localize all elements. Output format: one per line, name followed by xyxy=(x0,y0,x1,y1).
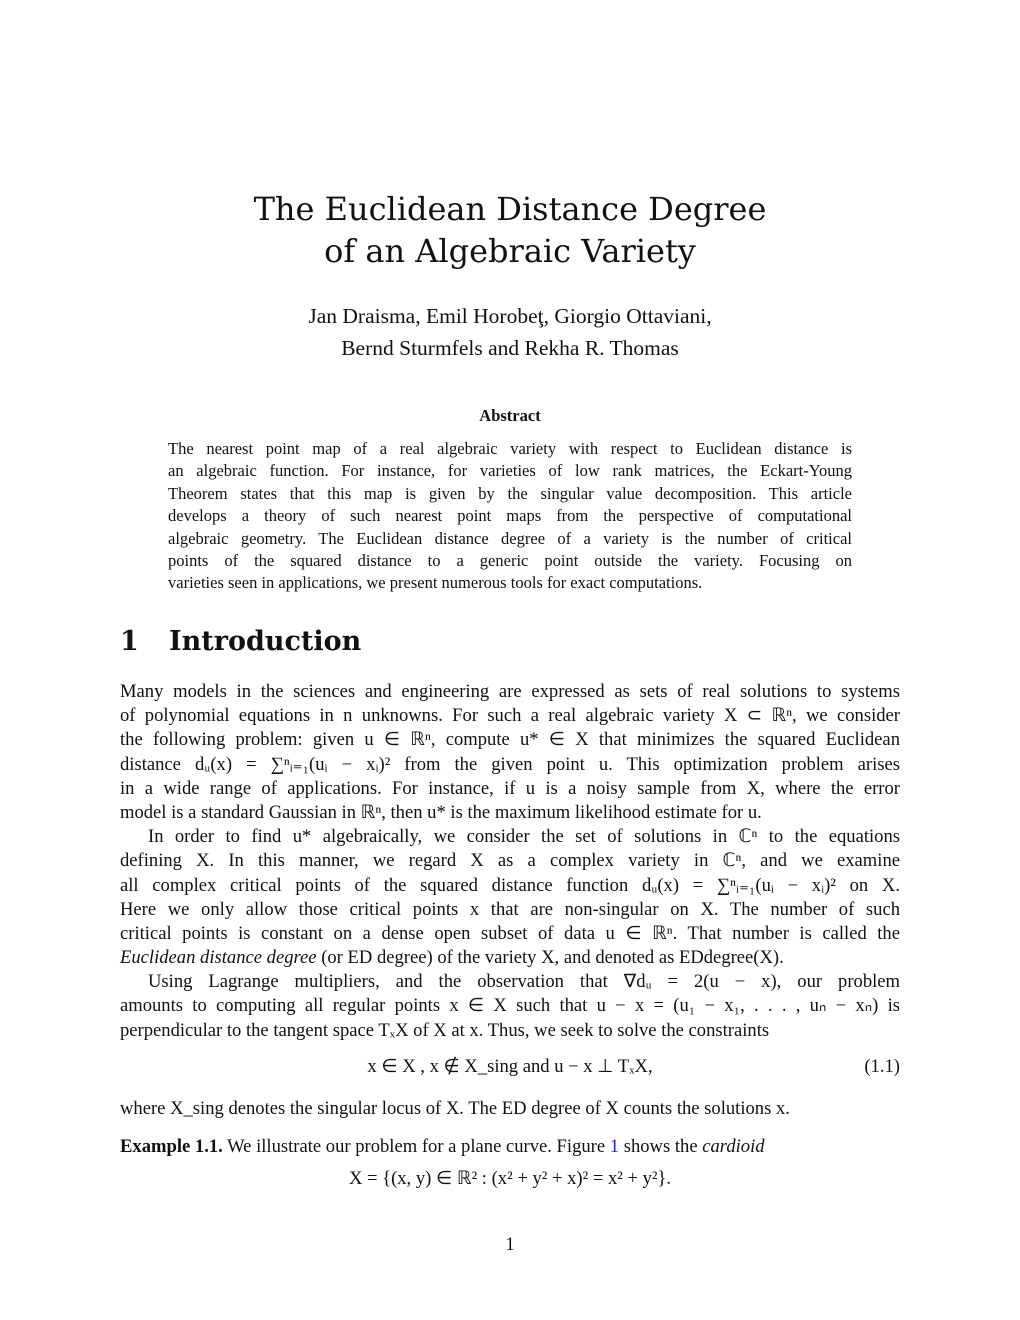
body-line: in a wide range of applications. For instance, if u is a noisy sample from X, where the error xyxy=(120,777,900,799)
section-body xyxy=(120,680,900,1203)
cardioid-equation: X = {(x, y) ∈ ℝ² : (x² + y² + x)² = x² + y²}. xyxy=(348,1168,672,1190)
body-line: Many models in the sciences and engineering are expressed as sets of real solutions to systems xyxy=(120,681,900,702)
body-line: Using Lagrange multipliers, and the observation that ∇dᵤ = 2(u − x), our problem xyxy=(148,971,900,993)
body-line: In order to find u* algebraically, we consider the set of solutions in ℂⁿ to the equations xyxy=(148,826,900,848)
equation-body: x ∈ X , x ∉ X_sing and u − x ⊥ TₓX, xyxy=(367,1055,653,1077)
display-equation xyxy=(120,1159,900,1203)
body-line: model is a standard Gaussian in ℝⁿ, then u* is the maximum likelihood estimate for u. xyxy=(120,801,762,823)
title-line-1: The Euclidean Distance Degree xyxy=(253,190,767,228)
paper-title xyxy=(0,188,1020,272)
body-line: of polynomial equations in n unknowns. For such a real algebraic variety X ⊂ ℝⁿ, we consider xyxy=(120,705,900,727)
body-line xyxy=(120,946,900,970)
body-line: where X_sing denotes the singular locus of X. The ED degree of X counts the solutions x. xyxy=(120,1097,790,1119)
cardioid-term: cardioid xyxy=(702,1136,765,1157)
abstract-line: algebraic geometry. The Euclidean distance degree of a variety is the number of critical xyxy=(168,528,852,548)
abstract-line: points of the squared distance to a generic point outside the variety. Focusing on xyxy=(168,551,852,571)
abstract-line: an algebraic function. For instance, for varieties of low rank matrices, the Eckart-Young xyxy=(168,461,852,481)
author-list xyxy=(0,300,1020,364)
ed-degree-term: Euclidean distance degree xyxy=(120,947,317,969)
section-title: Introduction xyxy=(169,626,362,657)
equation-number: (1.1) xyxy=(864,1055,900,1077)
body-text: We illustrate our problem for a plane curve. Figure xyxy=(222,1136,610,1157)
title-line-2: of an Algebraic Variety xyxy=(324,232,696,270)
authors-line-2: Bernd Sturmfels and Rekha R. Thomas xyxy=(341,336,679,360)
authors-line-1: Jan Draisma, Emil Horobeţ, Giorgio Ottaviani, xyxy=(308,304,712,328)
abstract-heading: Abstract xyxy=(479,406,541,425)
abstract-line: develops a theory of such nearest point maps from the perspective of computational xyxy=(168,506,852,526)
body-line: amounts to computing all regular points x ∈ X such that u − x = (u₁ − x₁, . . . , uₙ − xₙ) is xyxy=(120,995,900,1017)
abstract-body xyxy=(168,438,852,595)
body-line: distance dᵤ(x) = ∑ⁿᵢ₌₁(uᵢ − xᵢ)² from the given point u. This optimization problem arises xyxy=(120,753,900,775)
body-line: Here we only allow those critical points x that are non-singular on X. The number of such xyxy=(120,898,900,920)
example-line xyxy=(120,1135,900,1159)
body-line: critical points is constant on a dense open subset of data u ∈ ℝⁿ. That number is called the xyxy=(120,922,900,944)
body-line: defining X. In this manner, we regard X as a complex variety in ℂⁿ, and we examine xyxy=(120,850,900,872)
body-line: perpendicular to the tangent space TₓX of X at x. Thus, we seek to solve the constraints xyxy=(120,1019,770,1041)
abstract-line: Theorem states that this map is given by the singular value decomposition. This article xyxy=(168,483,852,503)
display-equation xyxy=(120,1043,900,1091)
figure-reference-link[interactable]: 1 xyxy=(609,1136,620,1157)
section-number: 1 xyxy=(120,626,139,657)
body-line: the following problem: given u ∈ ℝⁿ, compute u* ∈ X that minimizes the squared Euclidean xyxy=(120,729,900,751)
abstract-line: The nearest point map of a real algebraic variety with respect to Euclidean distance is xyxy=(168,439,852,458)
example-label: Example 1.1. xyxy=(120,1136,223,1157)
abstract-line: varieties seen in applications, we present numerous tools for exact computations. xyxy=(168,573,703,593)
body-text: shows the xyxy=(619,1136,703,1157)
page-number: 1 xyxy=(505,1234,515,1255)
body-text: (or ED degree) of the variety X, and denoted as EDdegree(X). xyxy=(316,947,784,969)
body-line: all complex critical points of the squared distance function dᵤ(x) = ∑ⁿᵢ₌₁(uᵢ − xᵢ)² on X. xyxy=(120,874,900,896)
section-heading xyxy=(120,626,361,657)
